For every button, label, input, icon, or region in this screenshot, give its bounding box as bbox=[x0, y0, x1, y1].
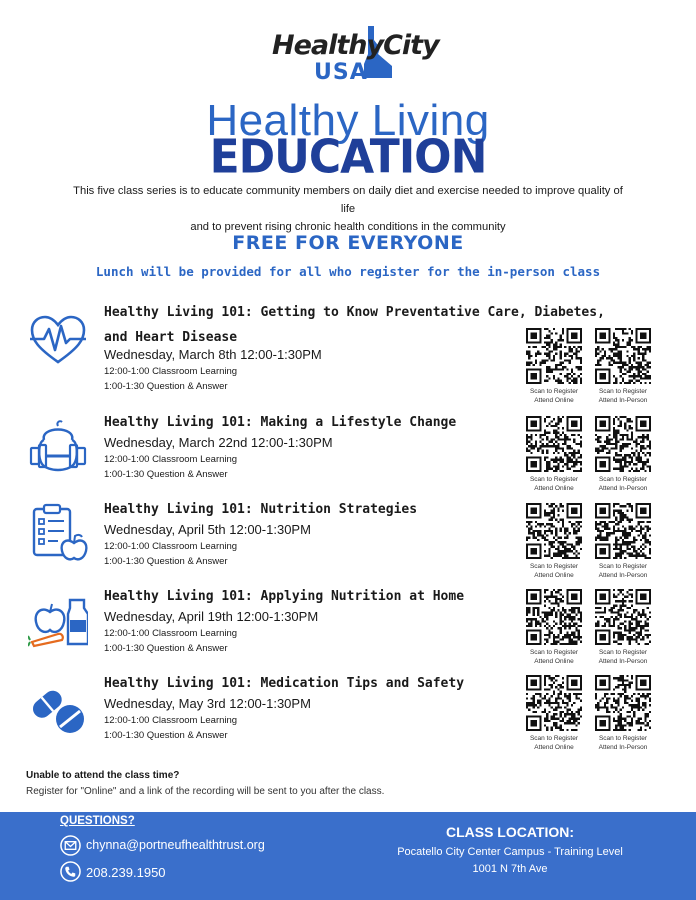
session-date: Wednesday, March 8th 12:00-1:30PM bbox=[104, 347, 322, 362]
qr-caption-line-2: Attend In-Person bbox=[598, 744, 648, 751]
clipboard-apple-icon bbox=[28, 503, 88, 563]
session-date: Wednesday, April 19th 12:00-1:30PM bbox=[104, 609, 319, 624]
qr-caption-line-1: Scan to Register bbox=[598, 388, 648, 395]
qr-code-inperson-3[interactable] bbox=[595, 503, 651, 559]
qr-caption-line-1: Scan to Register bbox=[529, 649, 579, 656]
session-schedule-2: 1:00-1:30 Question & Answer bbox=[104, 556, 228, 567]
qr-caption-inperson bbox=[588, 734, 658, 752]
qr-code-inperson-4[interactable] bbox=[595, 589, 651, 645]
qr-caption-line-2: Attend Online bbox=[534, 744, 574, 751]
logo-usa: USA bbox=[314, 60, 368, 85]
session-schedule-1: 12:00-1:00 Classroom Learning bbox=[104, 366, 238, 377]
session-schedule-1: 12:00-1:00 Classroom Learning bbox=[104, 541, 238, 552]
session-schedule-2: 1:00-1:30 Question & Answer bbox=[104, 381, 228, 392]
qr-caption-line-2: Attend Online bbox=[534, 572, 574, 579]
qr-caption-online bbox=[519, 562, 589, 580]
intro-text bbox=[70, 182, 626, 236]
session-title: Healthy Living 101: Making a Lifestyle Change bbox=[104, 415, 457, 430]
phone-link[interactable]: 208.239.1950 bbox=[86, 865, 166, 880]
qr-caption-line-2: Attend In-Person bbox=[598, 658, 648, 665]
logo bbox=[270, 24, 440, 94]
session-schedule-2: 1:00-1:30 Question & Answer bbox=[104, 730, 228, 741]
location-line-1: Pocatello City Center Campus - Training Level bbox=[397, 846, 623, 858]
unable-text: Register for "Online" and a link of the recording will be sent to you after the class. bbox=[26, 786, 385, 797]
lunch-note: Lunch will be provided for all who register for the in-person class bbox=[95, 264, 601, 279]
title-healthy-living: Healthy Living bbox=[206, 96, 490, 145]
qr-caption-line-1: Scan to Register bbox=[598, 735, 648, 742]
qr-caption-line-2: Attend In-Person bbox=[598, 572, 648, 579]
qr-code-online-2[interactable] bbox=[526, 416, 582, 472]
session-title: Healthy Living 101: Applying Nutrition at Home bbox=[104, 589, 465, 604]
qr-caption-online bbox=[519, 387, 589, 405]
session-date: Wednesday, March 22nd 12:00-1:30PM bbox=[104, 435, 333, 450]
session-schedule-1: 12:00-1:00 Classroom Learning bbox=[104, 628, 238, 639]
email-link[interactable]: chynna@portneufhealthtrust.org bbox=[86, 838, 265, 852]
qr-caption-line-2: Attend Online bbox=[534, 658, 574, 665]
free-heading: FREE FOR EVERYONE bbox=[232, 232, 464, 254]
unable-question: Unable to attend the class time? bbox=[26, 770, 180, 781]
qr-code-inperson-1[interactable] bbox=[595, 328, 651, 384]
session-schedule-2: 1:00-1:30 Question & Answer bbox=[104, 469, 228, 480]
qr-caption-inperson bbox=[588, 387, 658, 405]
session-title: Healthy Living 101: Nutrition Strategies bbox=[104, 502, 418, 517]
qr-caption-line-1: Scan to Register bbox=[529, 735, 579, 742]
intro-line-2: and to prevent rising chronic health conditions in the community bbox=[190, 221, 506, 233]
session-date: Wednesday, May 3rd 12:00-1:30PM bbox=[104, 696, 311, 711]
session-date: Wednesday, April 5th 12:00-1:30PM bbox=[104, 522, 311, 537]
logo-text: HealthyCity bbox=[272, 30, 439, 61]
qr-caption-line-1: Scan to Register bbox=[529, 563, 579, 570]
qr-caption-online bbox=[519, 734, 589, 752]
questions-label: QUESTIONS? bbox=[60, 815, 135, 827]
qr-caption-online bbox=[519, 648, 589, 666]
qr-caption-line-2: Attend Online bbox=[534, 397, 574, 404]
phone-icon bbox=[60, 861, 81, 882]
qr-caption-line-1: Scan to Register bbox=[529, 476, 579, 483]
qr-code-online-1[interactable] bbox=[526, 328, 582, 384]
session-title: Healthy Living 101: Medication Tips and Safety bbox=[104, 676, 465, 691]
email-icon bbox=[60, 835, 81, 856]
qr-caption-line-2: Attend In-Person bbox=[598, 485, 648, 492]
session-schedule-1: 12:00-1:00 Classroom Learning bbox=[104, 454, 238, 465]
qr-code-online-4[interactable] bbox=[526, 589, 582, 645]
pills-icon bbox=[28, 677, 88, 737]
qr-caption-inperson bbox=[588, 648, 658, 666]
qr-code-online-5[interactable] bbox=[526, 675, 582, 731]
session-schedule-1: 12:00-1:00 Classroom Learning bbox=[104, 715, 238, 726]
session-schedule-2: 1:00-1:30 Question & Answer bbox=[104, 643, 228, 654]
qr-caption-line-2: Attend Online bbox=[534, 485, 574, 492]
intro-line-1: This five class series is to educate community members on daily diet and exercise needed to improve quality of life bbox=[73, 185, 623, 215]
qr-caption-online bbox=[519, 475, 589, 493]
qr-caption-line-1: Scan to Register bbox=[598, 563, 648, 570]
qr-code-inperson-2[interactable] bbox=[595, 416, 651, 472]
groceries-icon bbox=[28, 590, 88, 650]
qr-caption-line-1: Scan to Register bbox=[529, 388, 579, 395]
qr-code-inperson-5[interactable] bbox=[595, 675, 651, 731]
location-heading: CLASS LOCATION: bbox=[445, 824, 575, 840]
qr-caption-inperson bbox=[588, 475, 658, 493]
qr-code-online-3[interactable] bbox=[526, 503, 582, 559]
qr-caption-inperson bbox=[588, 562, 658, 580]
qr-caption-line-2: Attend In-Person bbox=[598, 397, 648, 404]
session-title: Healthy Living 101: Getting to Know Preventative Care, Diabetes, and Heart Disease bbox=[104, 305, 605, 345]
heart-pulse-icon bbox=[28, 312, 88, 372]
location-line-2: 1001 N 7th Ave bbox=[472, 863, 548, 875]
qr-caption-line-1: Scan to Register bbox=[598, 649, 648, 656]
dumbbell-apple-icon bbox=[28, 418, 88, 478]
title-education: EDUCATION bbox=[209, 130, 487, 185]
qr-caption-line-1: Scan to Register bbox=[598, 476, 648, 483]
